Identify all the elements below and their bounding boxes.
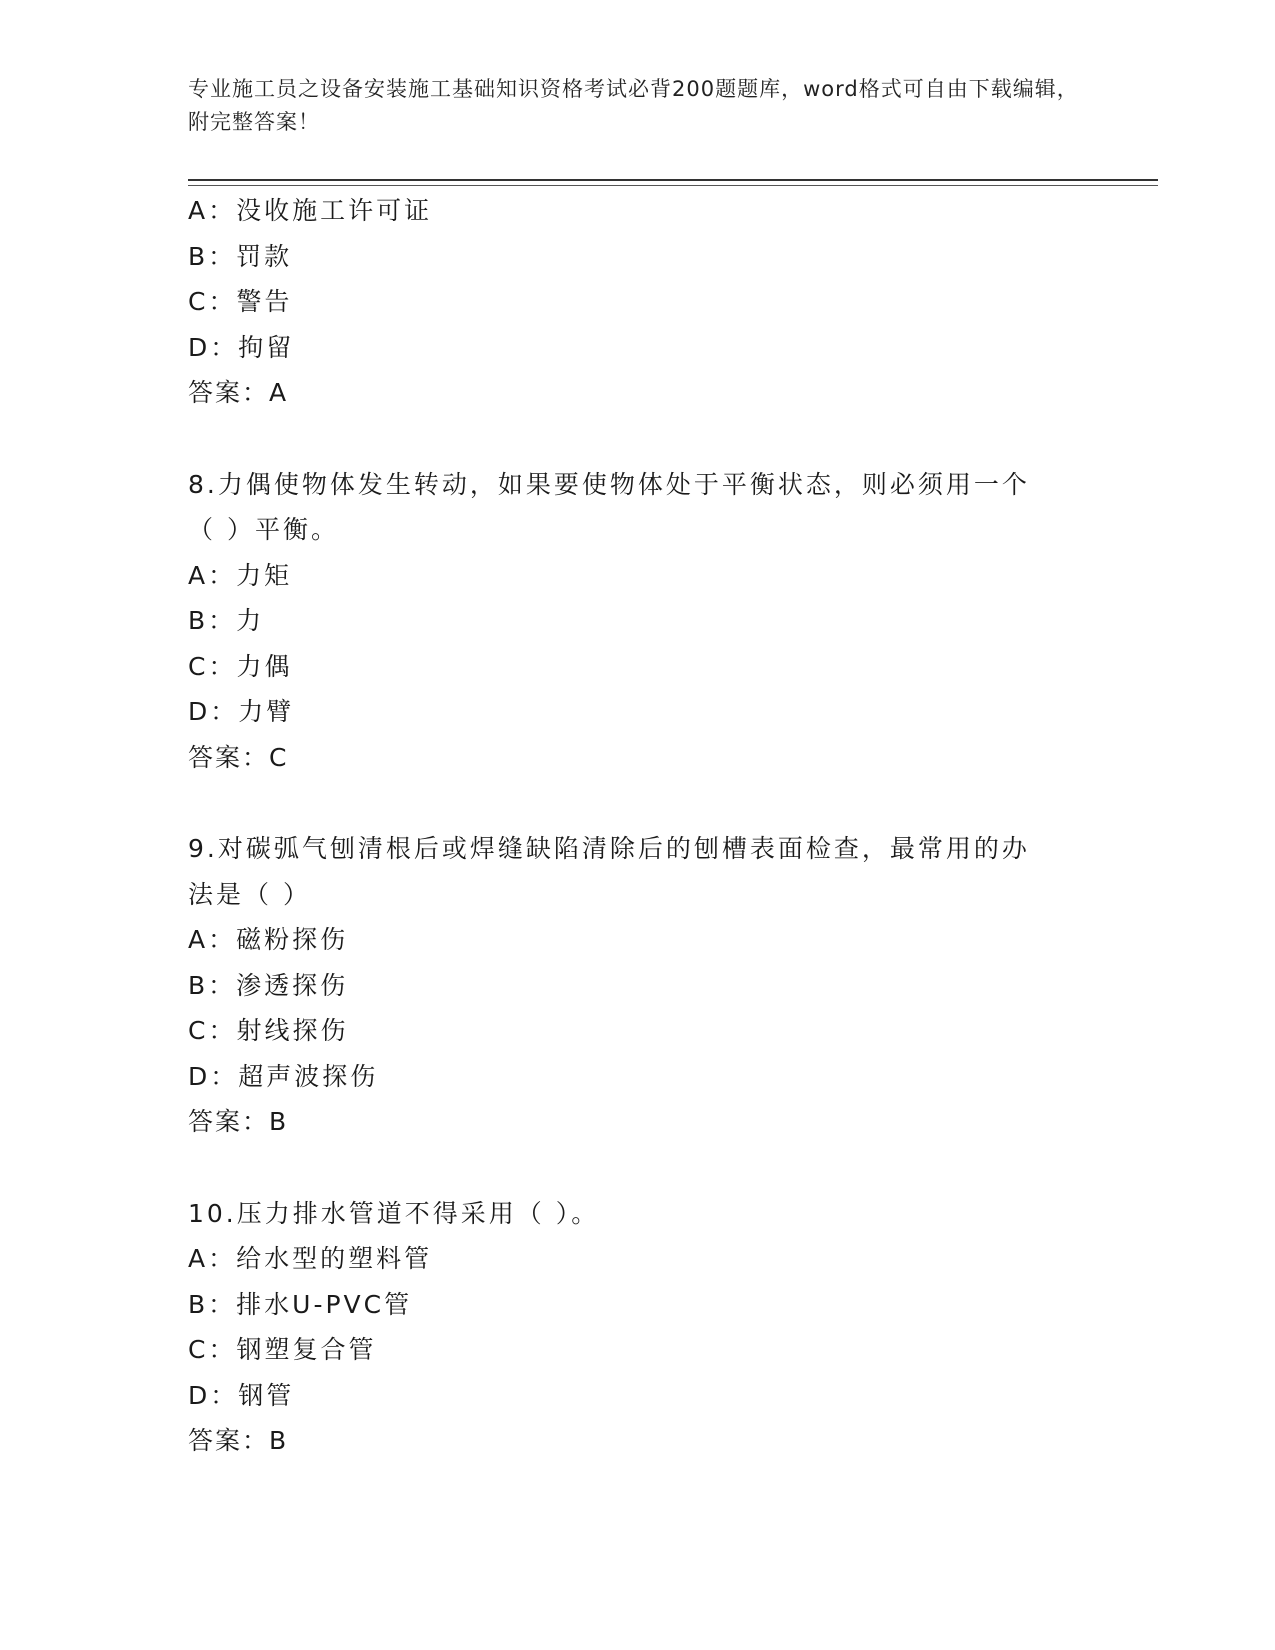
- option-c: C：警告: [188, 287, 293, 316]
- question-stem-line: 10.压力排水管道不得采用（ ）。: [188, 1198, 600, 1228]
- option-a: A：给水型的塑料管: [188, 1244, 433, 1273]
- question-9: [188, 826, 1088, 1145]
- answer: 答案：B: [188, 1426, 289, 1455]
- option-c: C：射线探伤: [188, 1016, 349, 1045]
- question-stem-line: 9.对碳弧气刨清根后或焊缝缺陷清除后的刨槽表面检查，最常用的办: [188, 834, 1030, 863]
- option-c: C：钢塑复合管: [188, 1335, 377, 1364]
- question-list: [188, 188, 1088, 1464]
- question-stem-line: 法是（ ）: [188, 879, 311, 909]
- answer: 答案：C: [188, 742, 289, 772]
- answer: 答案：A: [188, 378, 289, 407]
- spacer: [188, 780, 1088, 826]
- spacer: [188, 416, 1088, 462]
- option-c: C：力偶: [188, 651, 293, 681]
- question-10: [188, 1191, 1088, 1464]
- question-7: [188, 188, 1088, 416]
- spacer: [188, 1145, 1088, 1191]
- answer: 答案：B: [188, 1107, 289, 1136]
- option-d: D：钢管: [188, 1380, 295, 1410]
- option-a: A：没收施工许可证: [188, 196, 433, 225]
- document-header: 专业施工员之设备安装施工基础知识资格考试必背200题题库，word格式可自由下载编辑，附完整答案！: [188, 77, 1079, 134]
- option-b: B：力: [188, 606, 265, 635]
- question-stem-line: （ ）平衡。: [188, 515, 339, 544]
- option-b: B：渗透探伤: [188, 970, 349, 1000]
- option-d: D：力臂: [188, 697, 295, 726]
- option-b: B：罚款: [188, 241, 293, 271]
- option-b: B：排水U-PVC管: [188, 1289, 413, 1319]
- header-divider-thick: [188, 179, 1158, 181]
- question-stem-line: 8.力偶使物体发生转动，如果要使物体处于平衡状态，则必须用一个: [188, 469, 1030, 499]
- option-a: A：磁粉探伤: [188, 925, 349, 954]
- question-8: [188, 462, 1088, 781]
- header-divider-thin: [188, 185, 1158, 186]
- option-d: D：超声波探伤: [188, 1061, 379, 1091]
- option-a: A：力矩: [188, 560, 293, 590]
- option-d: D：拘留: [188, 332, 295, 362]
